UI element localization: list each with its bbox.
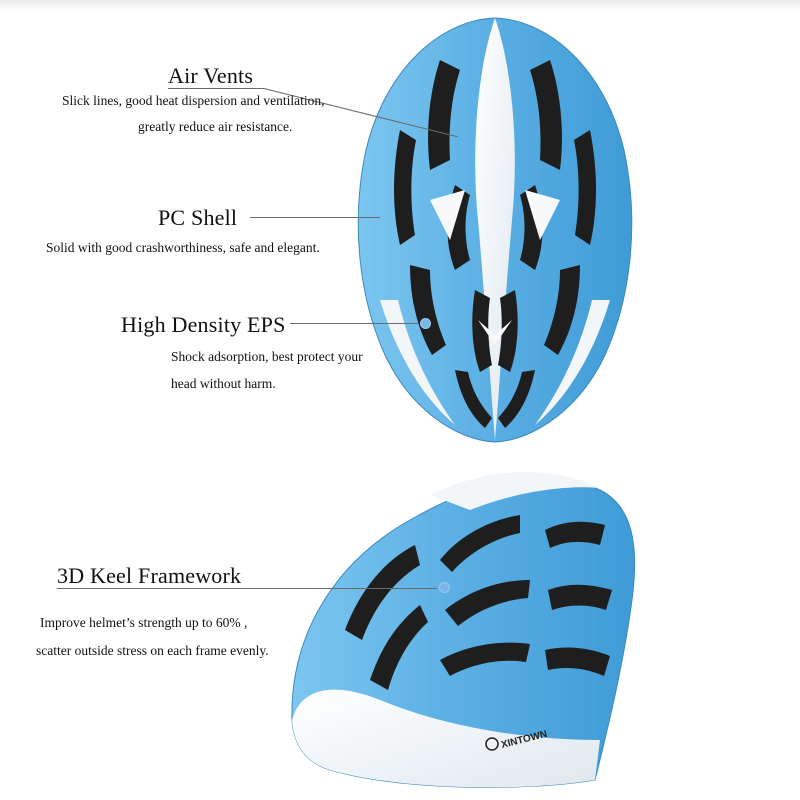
high-density-eps-heading: High Density EPS [121, 312, 286, 337]
helmet-side-view [292, 472, 635, 787]
pc-shell-leader-line [250, 217, 380, 218]
air-vents-desc-line-2: greatly reduce air resistance. [138, 119, 293, 134]
pc-shell-heading: PC Shell [158, 205, 238, 230]
air-vents-heading: Air Vents [168, 63, 254, 88]
3d-keel-framework-heading: 3D Keel Framework [57, 563, 242, 588]
high-density-eps-desc-line-2: head without harm. [171, 376, 276, 391]
brand-logo-text: XINTOWN [500, 728, 549, 751]
3d-keel-framework-marker-dot [439, 582, 450, 593]
pc-shell-desc-line-1: Solid with good crashworthiness, safe and elegant. [46, 240, 320, 255]
3d-keel-framework-desc-line-2: scatter outside stress on each frame evenly. [36, 643, 269, 658]
air-vents-desc-line-1: Slick lines, good heat dispersion and ventilation, [62, 93, 325, 108]
high-density-eps-desc-line-1: Shock adsorption, best protect your [171, 349, 363, 364]
3d-keel-framework-underline [57, 588, 247, 589]
helmet-top-view [358, 18, 631, 442]
high-density-eps-marker-dot [420, 318, 431, 329]
3d-keel-framework-leader-line [247, 588, 437, 589]
air-vents-underline [168, 88, 264, 89]
3d-keel-framework-desc-line-1: Improve helmet’s strength up to 60% , [40, 615, 248, 630]
high-density-eps-leader-line [290, 323, 418, 324]
